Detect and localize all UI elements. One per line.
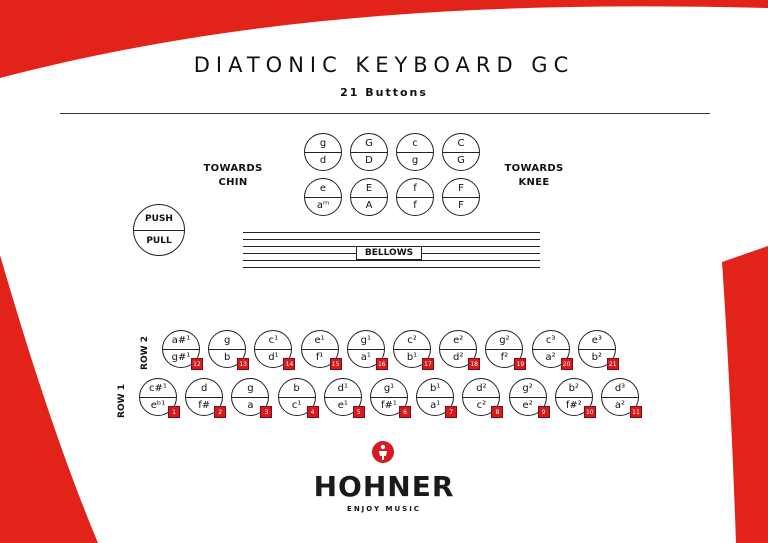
button-number-badge: 5 — [353, 406, 365, 418]
button — [509, 378, 547, 416]
push-note: d — [201, 383, 208, 394]
button — [350, 178, 388, 216]
push-note: e¹ — [314, 335, 325, 346]
push-note: d² — [476, 383, 487, 394]
button — [324, 378, 362, 416]
button-divider — [209, 349, 245, 350]
button-number-badge: 15 — [330, 358, 342, 370]
button — [442, 178, 480, 216]
push-note: g — [247, 383, 254, 394]
button — [439, 330, 477, 368]
pull-note: d² — [453, 352, 464, 363]
push-note: g¹ — [383, 383, 395, 394]
button-divider — [305, 152, 341, 153]
button-number-badge: 1 — [168, 406, 180, 418]
button-number-badge: 12 — [191, 358, 203, 370]
push-note: d³ — [614, 383, 626, 394]
push-note: g — [319, 138, 327, 149]
button — [393, 330, 431, 368]
button-divider — [140, 397, 176, 398]
musician-icon — [372, 441, 394, 463]
push-note: c³ — [545, 335, 556, 346]
pull-note: e² — [522, 400, 533, 411]
push-note: b¹ — [430, 383, 441, 394]
button-number-badge: 17 — [422, 358, 434, 370]
row-1-label: ROW 1 — [116, 384, 127, 418]
brand-name: HOHNER — [313, 470, 455, 503]
button — [301, 330, 339, 368]
button-divider — [397, 197, 433, 198]
button-divider — [255, 349, 291, 350]
button — [254, 330, 292, 368]
pull-note: A — [365, 200, 373, 211]
pull-note: b — [224, 352, 231, 363]
pull-label: PULL — [146, 236, 172, 246]
page-subtitle: 21 Buttons — [340, 86, 428, 99]
pull-note: aᵐ — [316, 200, 330, 211]
pull-note: f#¹ — [381, 400, 397, 411]
push-note: c#¹ — [149, 383, 167, 394]
legend-divider — [134, 230, 184, 231]
button-divider — [163, 349, 199, 350]
pull-note: g — [411, 155, 419, 166]
button — [139, 378, 177, 416]
button-number-badge: 11 — [630, 406, 642, 418]
push-label: PUSH — [145, 214, 173, 224]
pull-note: a² — [614, 400, 626, 411]
brand-slogan: ENJOY MUSIC — [347, 505, 421, 513]
push-note: c — [412, 138, 418, 149]
pull-note: F — [458, 200, 464, 211]
towards-knee-label: TOWARDS KNEE — [504, 163, 564, 188]
push-note: f — [413, 183, 417, 194]
pull-note: d — [319, 155, 327, 166]
button-number-badge: 10 — [584, 406, 596, 418]
bellows-line — [243, 267, 540, 268]
page-title: DIATONIC KEYBOARD GC — [193, 53, 575, 77]
button — [532, 330, 570, 368]
button — [278, 378, 316, 416]
button — [578, 330, 616, 368]
button — [485, 330, 523, 368]
button-divider — [325, 397, 361, 398]
button — [396, 133, 434, 171]
pull-note: a¹ — [430, 400, 441, 411]
button-divider — [556, 397, 592, 398]
button — [208, 330, 246, 368]
push-note: b² — [568, 383, 579, 394]
push-note: g² — [522, 383, 533, 394]
button — [350, 133, 388, 171]
button — [416, 378, 454, 416]
button-divider — [351, 152, 387, 153]
button-divider — [443, 152, 479, 153]
push-note: b — [293, 383, 300, 394]
push-note: g¹ — [360, 335, 371, 346]
button-number-badge: 8 — [491, 406, 503, 418]
pull-note: f#² — [565, 400, 582, 411]
button-divider — [348, 349, 384, 350]
button-number-badge: 19 — [514, 358, 526, 370]
push-note: g — [224, 335, 231, 346]
button-number-badge: 18 — [468, 358, 480, 370]
push-note: a#¹ — [171, 335, 191, 346]
button-divider — [486, 349, 522, 350]
pull-note: b¹ — [406, 352, 418, 363]
button — [601, 378, 639, 416]
pull-note: eᵇ¹ — [150, 400, 166, 411]
button-divider — [443, 197, 479, 198]
push-note: C — [457, 138, 465, 149]
button — [162, 330, 200, 368]
pull-note: f — [413, 200, 417, 211]
pull-note: g#¹ — [171, 352, 191, 363]
push-note: c² — [407, 335, 417, 346]
towards-chin-label: TOWARDS CHIN — [203, 163, 263, 188]
button-divider — [397, 152, 433, 153]
pull-note: f² — [500, 352, 509, 363]
button — [462, 378, 500, 416]
button-divider — [302, 349, 338, 350]
button-number-badge: 9 — [538, 406, 550, 418]
button-divider — [510, 397, 546, 398]
row-2-label: ROW 2 — [139, 336, 150, 370]
pull-note: b² — [591, 352, 602, 363]
pull-note: e¹ — [337, 400, 348, 411]
push-note: c¹ — [268, 335, 279, 346]
pull-note: a — [247, 400, 254, 411]
button-divider — [417, 397, 453, 398]
button — [304, 178, 342, 216]
button — [555, 378, 593, 416]
push-note: G — [365, 138, 373, 149]
button-divider — [394, 349, 430, 350]
button — [442, 133, 480, 171]
push-note: g² — [499, 335, 510, 346]
button-divider — [186, 397, 222, 398]
button-number-badge: 6 — [399, 406, 411, 418]
button — [304, 133, 342, 171]
pull-note: D — [365, 155, 373, 166]
button-number-badge: 4 — [307, 406, 319, 418]
bellows-label: BELLOWS — [356, 246, 422, 260]
bellows-line — [243, 239, 540, 240]
button — [185, 378, 223, 416]
button-number-badge: 20 — [561, 358, 573, 370]
button-divider — [232, 397, 268, 398]
hohner-logo-icon — [372, 441, 394, 463]
button-number-badge: 3 — [260, 406, 272, 418]
button-number-badge: 21 — [607, 358, 619, 370]
push-note: e — [319, 183, 327, 194]
pull-note: c¹ — [291, 400, 302, 411]
button — [396, 178, 434, 216]
button-divider — [351, 197, 387, 198]
button-number-badge: 2 — [214, 406, 226, 418]
button — [370, 378, 408, 416]
push-note: E — [365, 183, 373, 194]
button-number-badge: 14 — [283, 358, 295, 370]
pull-note: a¹ — [360, 352, 371, 363]
push-note: e² — [453, 335, 464, 346]
button — [231, 378, 269, 416]
button-divider — [463, 397, 499, 398]
bellows-line — [243, 260, 540, 261]
pull-note: G — [457, 155, 465, 166]
button-divider — [305, 197, 341, 198]
pull-note: a² — [545, 352, 556, 363]
button-number-badge: 13 — [237, 358, 249, 370]
push-note: e³ — [591, 335, 602, 346]
pull-note: f# — [198, 400, 211, 411]
title-divider — [60, 113, 710, 114]
button-divider — [279, 397, 315, 398]
pull-note: d¹ — [268, 352, 279, 363]
push-note: d¹ — [337, 383, 348, 394]
push-pull-legend — [133, 204, 185, 256]
push-note: F — [458, 183, 464, 194]
pull-note: c² — [476, 400, 487, 411]
button-number-badge: 7 — [445, 406, 457, 418]
button-divider — [371, 397, 407, 398]
button-number-badge: 16 — [376, 358, 388, 370]
pull-note: f¹ — [315, 352, 324, 363]
bellows-line — [243, 232, 540, 233]
button-divider — [602, 397, 638, 398]
button-divider — [579, 349, 615, 350]
button-divider — [533, 349, 569, 350]
button-divider — [440, 349, 476, 350]
button — [347, 330, 385, 368]
